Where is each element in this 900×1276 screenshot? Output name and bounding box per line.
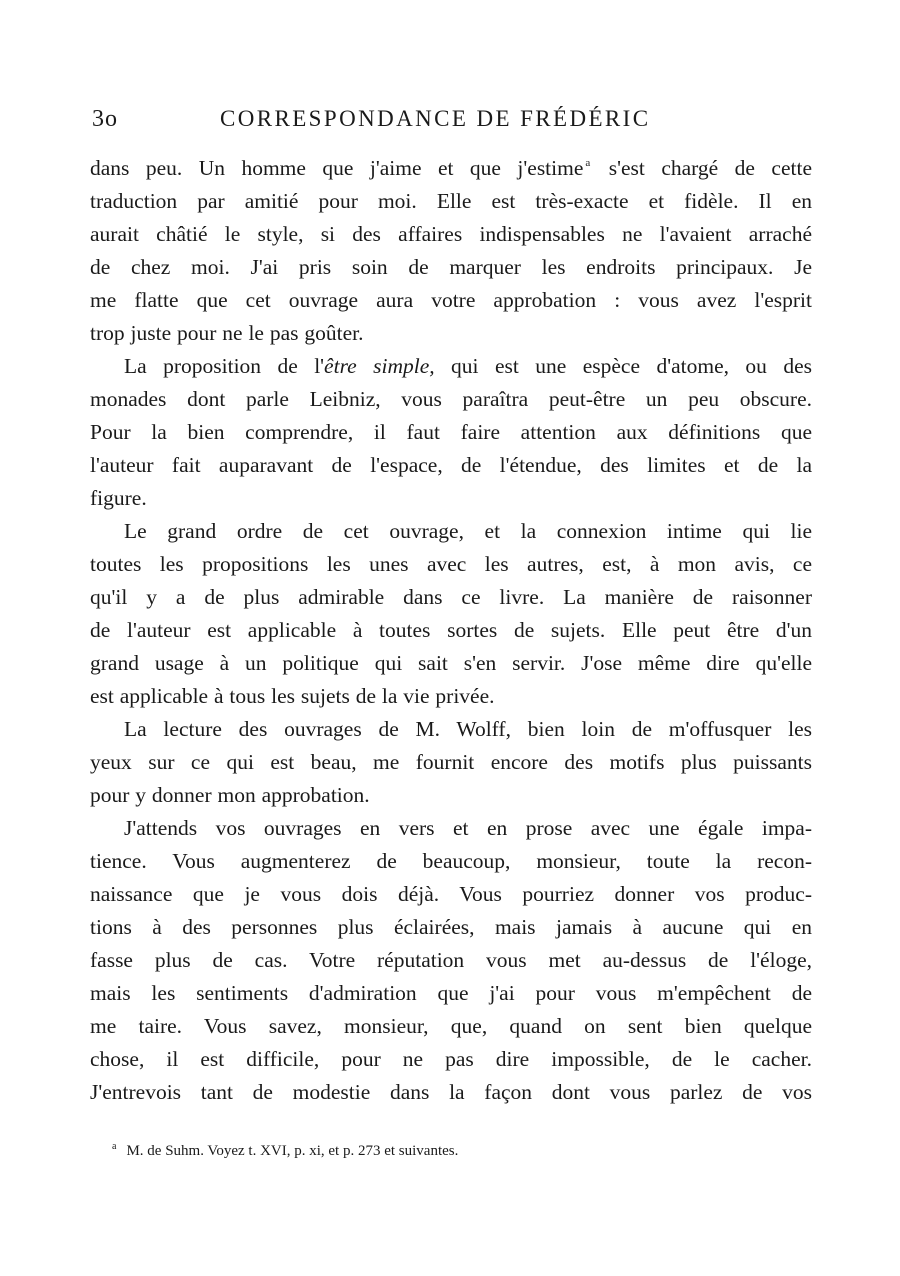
page-header xyxy=(90,106,810,142)
text-line: traduction par amitié pour moi. Elle est très-exacte et fidèle. Il en xyxy=(90,189,812,213)
text-line: tions à des personnes plus éclairées, mais jamais à aucune qui en xyxy=(90,915,812,939)
text-line: de chez moi. J'ai pris soin de marquer les endroits principaux. Je xyxy=(90,255,812,279)
text-line: Pour la bien comprendre, il faut faire attention aux définitions que xyxy=(90,420,812,444)
text-line: figure. xyxy=(90,486,147,510)
text-line: qu'il y a de plus admirable dans ce livre. La manière de raisonner xyxy=(90,585,812,609)
text-line: l'auteur fait auparavant de l'espace, de l'étendue, des limites et de la xyxy=(90,453,812,477)
text-line: tience. Vous augmenterez de beaucoup, monsieur, toute la recon- xyxy=(90,849,812,873)
page-number: 3o xyxy=(92,106,118,132)
text-line: grand usage à un politique qui sait s'en servir. J'ose même dire qu'elle xyxy=(90,651,812,675)
text-line: fasse plus de cas. Votre réputation vous met au-dessus de l'éloge, xyxy=(90,948,812,972)
text-line: J'entrevois tant de modestie dans la façon dont vous parlez de vos xyxy=(90,1080,812,1104)
footnote-reference: a xyxy=(585,157,591,169)
body-text xyxy=(90,152,812,1109)
footnote xyxy=(112,1141,458,1160)
text-line: de l'auteur est applicable à toutes sortes de sujets. Elle peut être d'un xyxy=(90,618,812,642)
text-segment: dans peu. Un homme que j'aime et que j'estime xyxy=(90,156,584,180)
text-line: J'attends vos ouvrages en vers et en prose avec une égale impa- xyxy=(124,816,812,840)
text-line: naissance que je vous dois déjà. Vous pourriez donner vos produc- xyxy=(90,882,812,906)
text-line xyxy=(90,350,812,383)
text-line: yeux sur ce qui est beau, me fournit encore des motifs plus puissants xyxy=(90,750,812,774)
text-line xyxy=(90,152,812,185)
text-line: chose, il est difficile, pour ne pas dire impossible, de le cacher. xyxy=(90,1047,812,1071)
text-line: est applicable à tous les sujets de la vie privée. xyxy=(90,684,495,708)
text-line: aurait châtié le style, si des affaires indispensables ne l'avaient arraché xyxy=(90,222,812,246)
text-line: monades dont parle Leibniz, vous paraîtra peut-être un peu obscure. xyxy=(90,387,812,411)
text-line: mais les sentiments d'admiration que j'ai pour vous m'empêchent de xyxy=(90,981,812,1005)
text-line: La lecture des ouvrages de M. Wolff, bien loin de m'offusquer les xyxy=(124,717,812,741)
text-line: pour y donner mon approbation. xyxy=(90,783,370,807)
footnote-text: M. de Suhm. Voyez t. XVI, p. xi, et p. 273 et suivantes. xyxy=(126,1143,459,1159)
footnote-marker: a xyxy=(112,1141,117,1152)
text-line: toutes les propositions les unes avec les autres, est, à mon avis, ce xyxy=(90,552,812,576)
text-segment: La proposition de l' xyxy=(124,354,325,378)
text-line: Le grand ordre de cet ouvrage, et la connexion intime qui lie xyxy=(124,519,812,543)
text-segment: s'est chargé de cette xyxy=(592,156,812,180)
text-segment: qui est une espèce d'atome, ou des xyxy=(434,354,812,378)
text-line: trop juste pour ne le pas goûter. xyxy=(90,321,364,345)
text-line: me taire. Vous savez, monsieur, que, quand on sent bien quelque xyxy=(90,1014,812,1038)
text-line: me flatte que cet ouvrage aura votre approbation : vous avez l'esprit xyxy=(90,288,812,312)
running-head: CORRESPONDANCE DE FRÉDÉRIC xyxy=(220,106,651,131)
italic-term: être simple, xyxy=(324,354,435,378)
